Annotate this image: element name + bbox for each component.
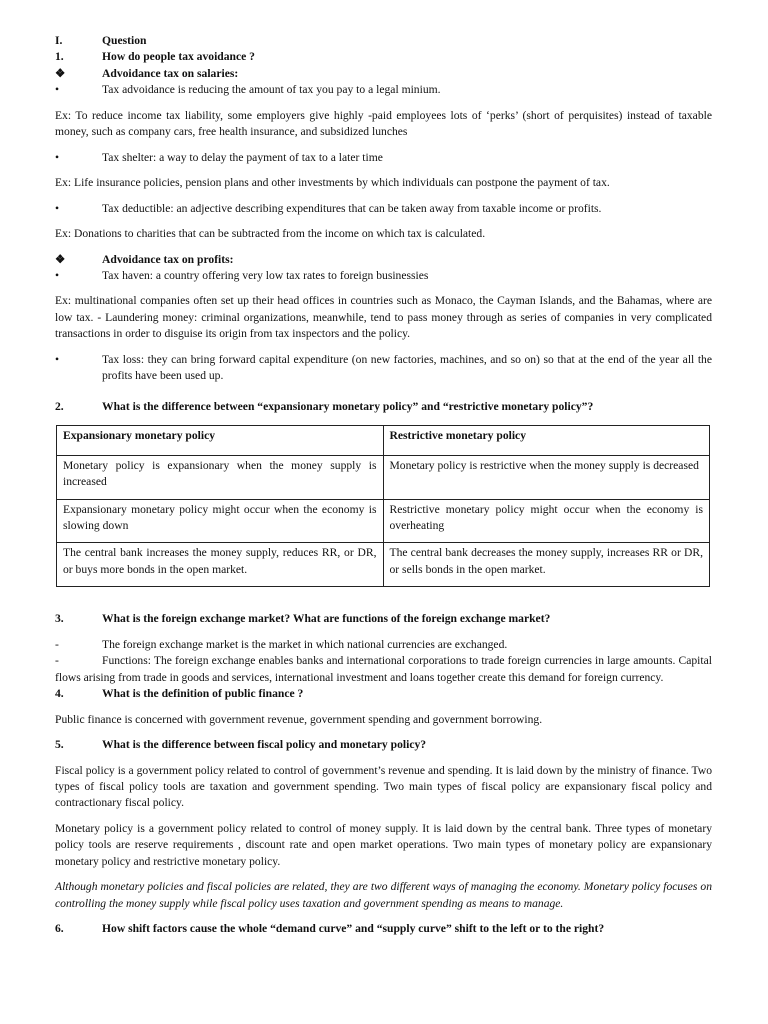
bullet-text: Tax loss: they can bring forward capital expenditure (on new factories, machines, and so on) so that at the end of the year all the profits have been used up. <box>102 352 712 383</box>
question-3-title <box>55 611 712 627</box>
question-number: 5. <box>55 738 64 752</box>
bullet-text: Tax deductible: an adjective describing expenditures that can be taken away from taxable income or profits. <box>102 201 602 215</box>
table-cell: Monetary policy is expansionary when the money supply is increased <box>57 455 384 499</box>
bullet-item <box>55 150 712 166</box>
table-cell: Expansionary monetary policy might occur when the economy is slowing down <box>57 499 384 543</box>
dash-marker: - <box>55 637 59 651</box>
bullet-icon: • <box>55 83 60 97</box>
fiscal-policy-paragraph: Fiscal policy is a government policy related to control of government’s revenue and spending. It is laid down by the ministry of finance. Two types of fiscal policy tools are taxation and government spending. Two main types of fiscal policy are expansionary fiscal policy and contractionary fiscal policy. <box>55 763 712 810</box>
bullet-icon: • <box>55 268 60 282</box>
example-paragraph: Ex: multinational companies often set up their head offices in countries such as Monaco, the Cayman Islands, and the Bahamas, where are low tax. - Laundering money: criminal organizations, meanwhile, tend to pass money through as series of companies in very complicated transactions in order to disguise its origin from tax inspectors and the policy. <box>55 294 712 341</box>
question-number: 6. <box>55 922 64 936</box>
bullet-item <box>55 268 712 284</box>
table-header-row <box>57 426 710 455</box>
diamond-bullet-icon: ❖ <box>55 66 66 80</box>
bullet-icon: • <box>55 352 60 366</box>
answer-paragraph: Public finance is concerned with government revenue, government spending and government borrowing. <box>55 712 543 726</box>
table-cell: The central bank increases the money supply, reduces RR, or DR, or buys more bonds in the open market. <box>57 543 384 587</box>
question-text: What is the definition of public finance ? <box>102 687 304 701</box>
table-row <box>57 455 710 499</box>
table-cell: Monetary policy is restrictive when the money supply is decreased <box>383 455 710 499</box>
question-number: 3. <box>55 612 64 626</box>
table-row <box>57 543 710 587</box>
dash-text: The foreign exchange market is the market in which national currencies are exchanged. <box>102 637 508 651</box>
comparison-table <box>56 425 710 587</box>
question-text: What is the foreign exchange market? What are functions of the foreign exchange market? <box>102 612 551 626</box>
dash-marker: - <box>55 654 59 668</box>
question-1-title <box>55 49 712 65</box>
question-number: 2. <box>55 399 64 413</box>
functions-paragraph <box>55 653 712 686</box>
bullet-item <box>55 352 712 385</box>
bullet-icon: • <box>55 150 60 164</box>
question-text: How shift factors cause the whole “demand curve” and “supply curve” shift to the left or to the right? <box>102 922 605 936</box>
table-row <box>57 499 710 543</box>
example-paragraph: Ex: To reduce income tax liability, some employers give highly -paid employees lots of ‘perks’ (short of perquisites) instead of taxable money, such as company cars, free health insurance, and subsidized lunches <box>55 108 712 139</box>
question-6-title <box>55 921 712 937</box>
question-number: 4. <box>55 687 64 701</box>
comparison-paragraph: Although monetary policies and fiscal policies are related, they are two different ways of managing the economy. Monetary policy focuses on controlling the money supply while fiscal policy uses taxation and government spending as means to manage. <box>55 880 712 910</box>
bullet-item <box>55 201 712 217</box>
example-paragraph: Ex: Life insurance policies, pension plans and other investments by which individuals can postpone the payment of tax. <box>55 176 610 190</box>
section-title: Question <box>102 34 147 47</box>
document-page <box>55 33 712 938</box>
diamond-bullet-icon: ❖ <box>55 252 66 266</box>
bullet-text: Tax haven: a country offering very low tax rates to foreign businessies <box>102 268 429 282</box>
table-header-cell: Restrictive monetary policy <box>383 426 710 455</box>
question-2-title <box>55 399 712 415</box>
question-text: What is the difference between fiscal policy and monetary policy? <box>102 738 427 752</box>
functions-text: Functions: The foreign exchange enables banks and international corporations to trade foreign currencies in large amounts. Capital flows arising from trade in goods and services, international investment and loans together create this demand for foreign currency. <box>55 654 712 684</box>
question-text: How do people tax avoidance ? <box>102 50 255 64</box>
subheading-salaries <box>55 66 712 82</box>
bullet-icon: • <box>55 201 60 215</box>
subheading-text: Advoidance tax on profits: <box>102 252 234 266</box>
table-header-cell: Expansionary monetary policy <box>57 426 384 455</box>
bullet-text: Tax shelter: a way to delay the payment of tax to a later time <box>102 150 383 164</box>
subheading-profits <box>55 252 712 268</box>
question-text: What is the difference between “expansionary monetary policy” and “restrictive monetary policy”? <box>102 399 594 413</box>
bullet-item <box>55 82 712 98</box>
dash-item <box>55 637 712 653</box>
section-heading <box>55 33 712 49</box>
section-number: I. <box>55 34 63 47</box>
monetary-policy-paragraph: Monetary policy is a government policy related to control of money supply. It is laid down by the central bank. Three types of monetary policy tools are reserve requirements , discount rate and open market operations. Two main types of monetary policy are expansionary monetary policy and restrictive monetary policy. <box>55 821 712 868</box>
question-4-title <box>55 686 712 702</box>
example-paragraph: Ex: Donations to charities that can be subtracted from the income on which tax is calculated. <box>55 227 486 241</box>
bullet-text: Tax advoidance is reducing the amount of tax you pay to a legal minium. <box>102 83 441 97</box>
subheading-text: Advoidance tax on salaries: <box>102 66 239 80</box>
question-5-title <box>55 737 712 753</box>
table-cell: The central bank decreases the money supply, increases RR or DR, or sells bonds in the open market. <box>383 543 710 587</box>
question-number: 1. <box>55 50 64 64</box>
table-cell: Restrictive monetary policy might occur when the economy is overheating <box>383 499 710 543</box>
